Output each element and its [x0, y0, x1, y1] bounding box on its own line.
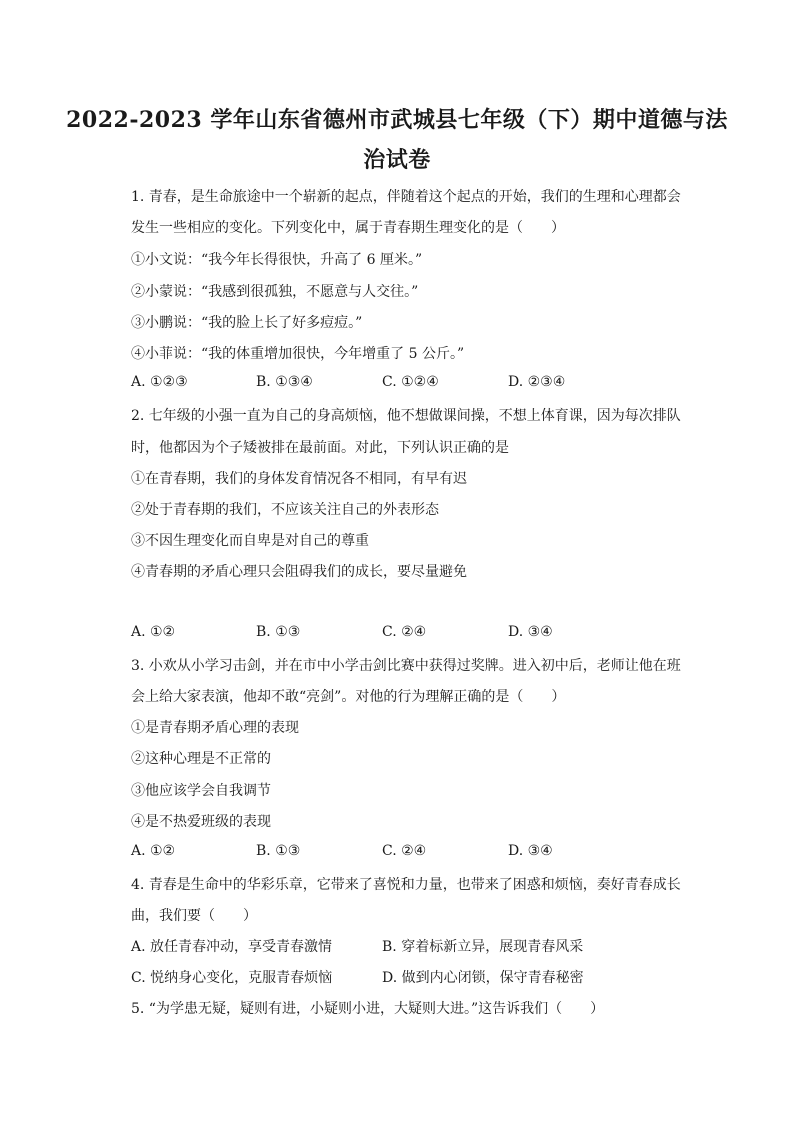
- question-4-option-b: B. 穿着标新立异，展现青春风采: [382, 939, 584, 955]
- question-2-statement-3: ③不因生理变化而自卑是对自己的尊重: [131, 533, 369, 549]
- question-3-statement-4: ④是不热爱班级的表现: [131, 814, 271, 830]
- question-2-option-c: C. ②④: [382, 624, 427, 640]
- question-2-stem-line-1: 2. 七年级的小强一直为自己的身高烦恼，他不想做课间操，不想上体育课，因为每次排队: [131, 408, 681, 424]
- question-1-statement-3: ③小鹏说：“我的脸上长了好多痘痘。”: [131, 315, 363, 331]
- question-2-statement-1: ①在青春期，我们的身体发育情况各不相同，有早有迟: [131, 471, 467, 487]
- question-3-statement-2: ②这种心理是不正常的: [131, 751, 271, 767]
- question-3-option-c: C. ②④: [382, 843, 427, 859]
- question-4-option-a: A. 放任青春冲动，享受青春激情: [131, 939, 333, 955]
- question-4-stem-line-2: 曲，我们要（ ）: [131, 908, 257, 924]
- question-1-option-a: A. ①②③: [131, 374, 188, 390]
- question-1-stem-line-2: 发生一些相应的变化。下列变化中，属于青春期生理变化的是（ ）: [131, 220, 565, 236]
- question-3-statement-3: ③他应该学会自我调节: [131, 783, 271, 799]
- question-2-stem-line-2: 时，他都因为个子矮被排在最前面。对此，下列认识正确的是: [131, 440, 509, 456]
- question-1-statement-1: ①小文说：“我今年长得很快，升高了 6 厘米。”: [131, 252, 423, 268]
- question-2-statement-4: ④青春期的矛盾心理只会阻碍我们的成长，要尽量避免: [131, 564, 467, 580]
- question-3-stem-line-2: 会上给大家表演，他却不敢“亮剑”。对他的行为理解正确的是（ ）: [131, 689, 566, 705]
- question-3-option-b: B. ①③: [256, 843, 301, 859]
- question-3-stem-line-1: 3. 小欢从小学习击剑，并在市中小学击剑比赛中获得过奖牌。进入初中后，老师让他在班: [131, 658, 681, 674]
- question-3-option-a: A. ①②: [131, 843, 176, 859]
- question-1-option-d: D. ②③④: [508, 374, 566, 390]
- question-4-option-d: D. 做到内心闭锁，保守青春秘密: [382, 970, 584, 986]
- exam-title-line-1: 2022-2023 学年山东省德州市武城县七年级（下）期中道德与法: [66, 107, 728, 133]
- exam-title-line-2: 治试卷: [363, 147, 431, 173]
- question-5-stem-line-1: 5. “为学患无疑，疑则有进，小疑则小进，大疑则大进。”这告诉我们（ ）: [131, 1001, 605, 1017]
- question-2-option-a: A. ①②: [131, 624, 176, 640]
- question-1-option-c: C. ①②④: [382, 374, 439, 390]
- question-2-option-b: B. ①③: [256, 624, 301, 640]
- question-1-statement-2: ②小蒙说：“我感到很孤独，不愿意与人交往。”: [131, 284, 419, 300]
- question-1-statement-4: ④小菲说：“我的体重增加很快，今年增重了 5 公斤。”: [131, 346, 465, 362]
- question-2-statement-2: ②处于青春期的我们，不应该关注自己的外表形态: [131, 502, 439, 518]
- question-4-option-c: C. 悦纳身心变化，克服青春烦恼: [131, 970, 333, 986]
- question-1-stem-line-1: 1. 青春，是生命旅途中一个崭新的起点，伴随着这个起点的开始，我们的生理和心理都会: [131, 189, 681, 205]
- question-3-statement-1: ①是青春期矛盾心理的表现: [131, 720, 299, 736]
- question-3-option-d: D. ③④: [508, 843, 553, 859]
- question-2-option-d: D. ③④: [508, 624, 553, 640]
- question-4-stem-line-1: 4. 青春是生命中的华彩乐章，它带来了喜悦和力量，也带来了困惑和烦恼，奏好青春成长: [131, 877, 681, 893]
- question-1-option-b: B. ①③④: [256, 374, 313, 390]
